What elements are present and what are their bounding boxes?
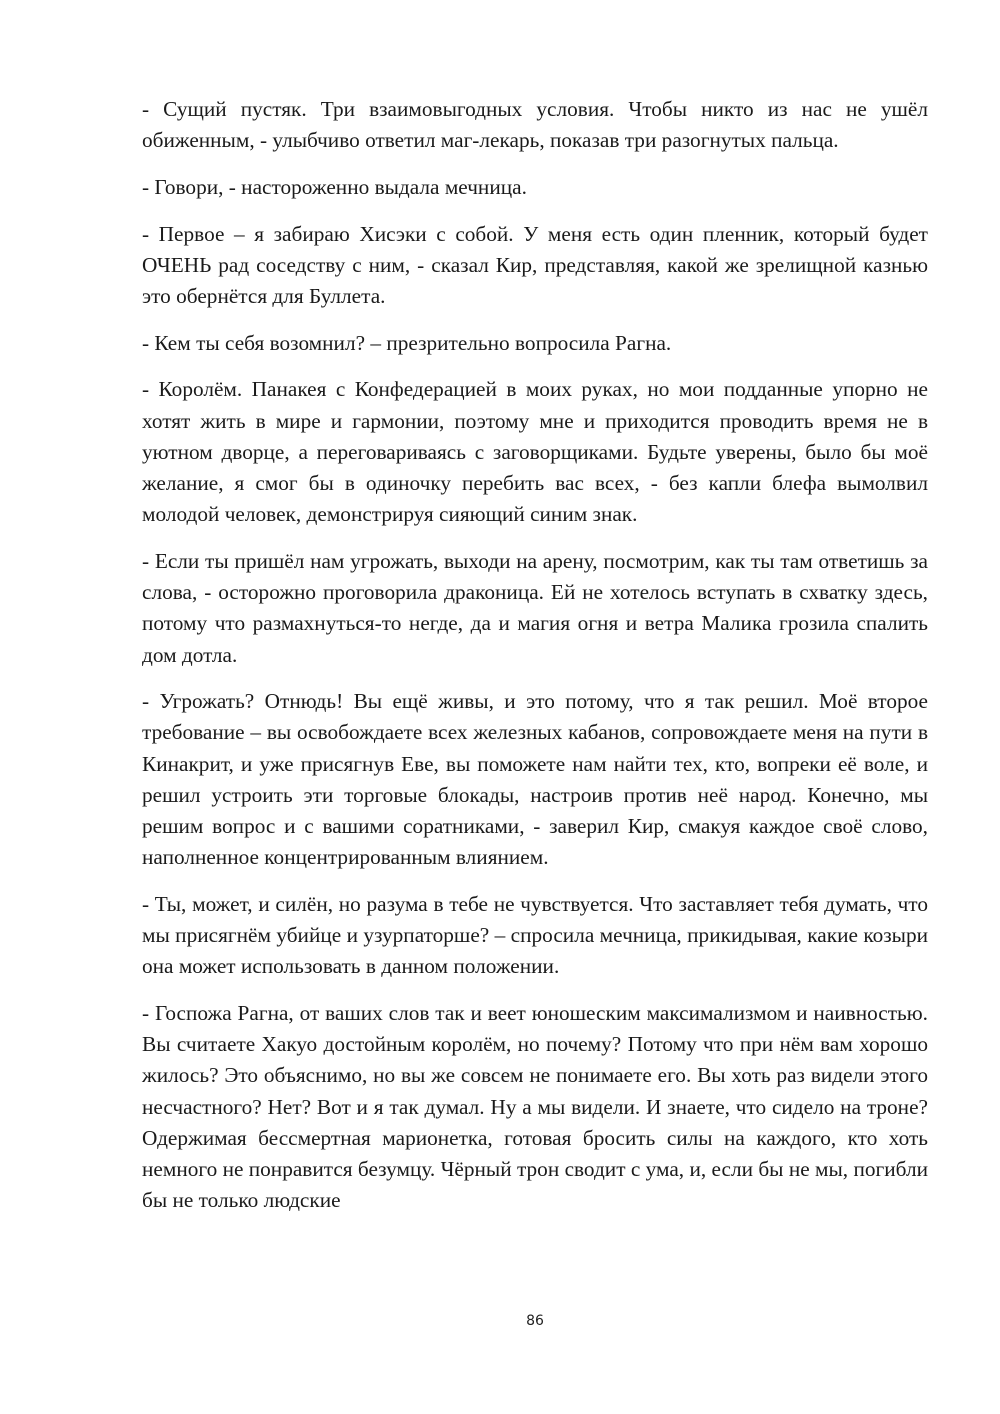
paragraph: - Если ты пришёл нам угрожать, выходи на арену, посмотрим, как ты там ответишь за слова, - осторожно проговорила драконица. Ей не хотелось вступать в схватку здесь, потому что размахнуться-то негде, да и магия огня и ветра Малика грозила спалить дом дотла.: [142, 548, 928, 667]
paragraph: - Угрожать? Отнюдь! Вы ещё живы, и это потому, что я так решил. Моё второе требование – вы освобождаете всех железных кабанов, сопровождаете меня на пути в Кинакрит, и уже присягнув Еве, вы поможете нам найти тех, кто, вопреки её воле, и решил устроить эти торговые блокады, настроив против неё народ. Конечно, мы решим вопрос и с вашими соратниками, - заверил Кир, смакуя каждое своё слово, наполненное концентрированным влиянием.: [142, 689, 928, 870]
paragraph: - Королём. Панакея с Конфедерацией в моих руках, но мои подданные упорно не хотят жить в мире и гармонии, поэтому мне и приходится проводить время не в уютном дворце, а переговариваясь с заговорщиками. Будьте уверены, было бы моё желание, я смог бы в одиночку перебить вас всех, - без капли блефа вымолвил молодой человек, демонстрируя сияющий синим знак.: [142, 377, 928, 527]
page-number: 86: [526, 1313, 544, 1329]
paragraph: - Первое – я забираю Хисэки с собой. У меня есть один пленник, который будет ОЧЕНЬ рад соседству с ним, - сказал Кир, представляя, какой же зрелищной казнью это обернётся для Буллета.: [142, 221, 928, 309]
page-body: [142, 94, 928, 1232]
paragraph: - Ты, может, и силён, но разума в тебе не чувствуется. Что заставляет тебя думать, что мы присягнём убийце и узурпаторше? – спросила мечница, прикидывая, какие козыри она может использовать в данном положении.: [142, 891, 928, 979]
paragraph: - Говори, - настороженно выдала мечница.: [142, 174, 527, 199]
paragraph: - Сущий пустяк. Три взаимовыгодных условия. Чтобы никто из нас не ушёл обиженным, - улыбчиво ответил маг-лекарь, показав три разогнутых пальца.: [142, 97, 928, 153]
paragraph-continued: - Госпожа Рагна, от ваших слов так и веет юношеским максимализмом и наивностью. Вы считаете Хакуо достойным королём, но почему? Потому что при нём вам хорошо жилось? Это объяснимо, но вы же совсем не понимаете его. Вы хоть раз видели этого несчастного? Нет? Вот и я так думал. Ну а мы видели. И знаете, что сидело на троне? Одержимая бессмертная марионетка, готовая бросить силы на каждого, кто хоть немного не понравится безумцу. Чёрный трон сводит с ума, и, если бы не мы, погибли бы не только людские: [142, 1001, 928, 1213]
paragraph: - Кем ты себя возомнил? – презрительно вопросила Рагна.: [142, 330, 672, 355]
